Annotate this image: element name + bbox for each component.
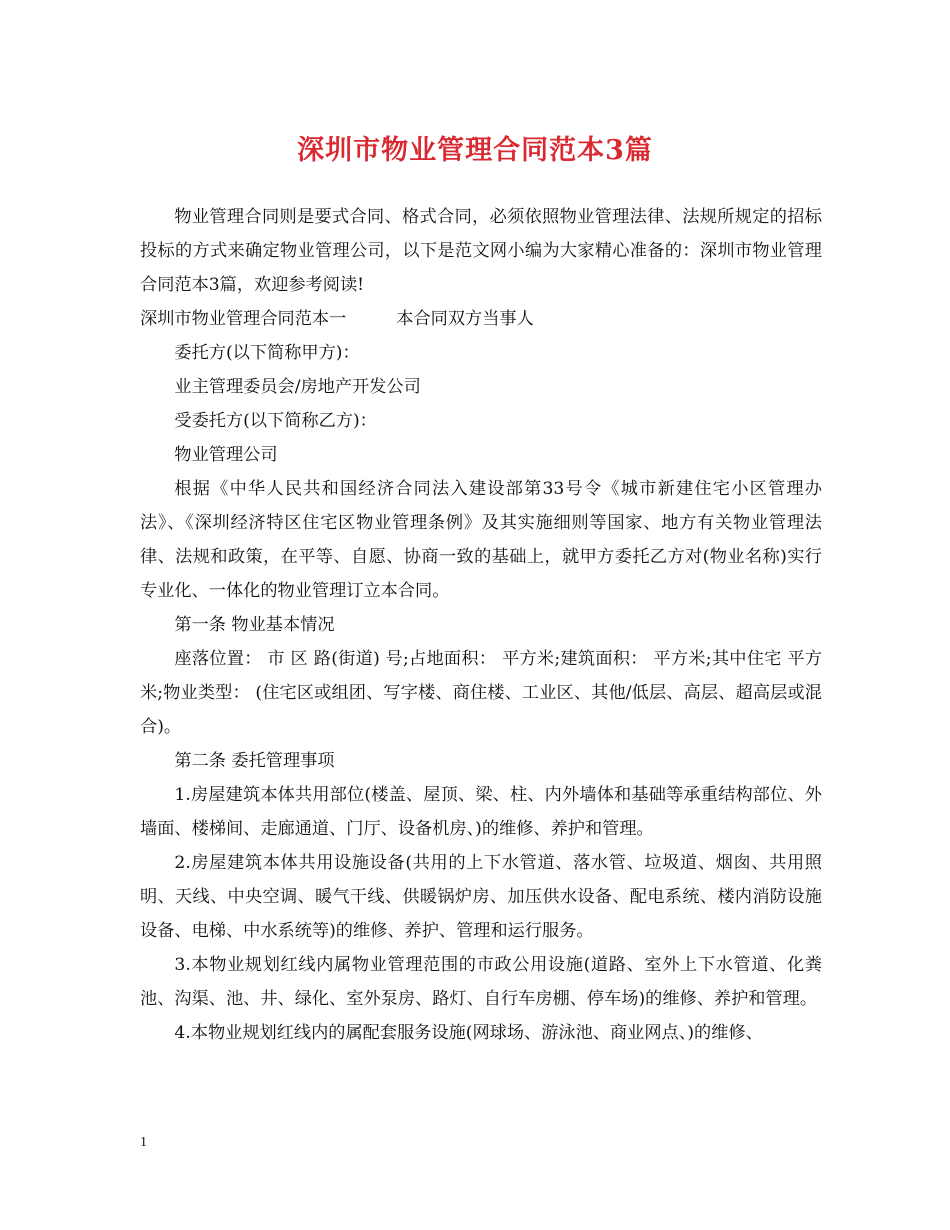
party-a-label: 委托方(以下简称甲方)：	[174, 343, 360, 363]
article-1-heading: 第一条 物业基本情况	[174, 615, 335, 635]
document-body	[140, 200, 822, 1050]
basis-paragraph: 根据《中华人民共和国经济合同法入建设部第33号令《城市新建住宅小区管理办法》、《深圳经济特区住宅区物业管理条例》及其实施细则等国家、地方有关物业管理法律、法规和政策，在平等、自愿、协商一致的基础上，就甲方委托乙方对(物业名称)实行专业化、一体化的物业管理订立本合同。	[140, 479, 822, 601]
item-2: 2.房屋建筑本体共用设施设备(共用的上下水管道、落水管、垃圾道、烟囱、共用照明、天线、中央空调、暖气干线、供暖锅炉房、加压供水设备、配电系统、楼内消防设施设备、电梯、中水系统等)的维修、养护、管理和运行服务。	[140, 853, 822, 941]
item-3: 3.本物业规划红线内属物业管理范围的市政公用设施(道路、室外上下水管道、化粪池、沟渠、池、井、绿化、室外泵房、路灯、自行车房棚、停车场)的维修、养护和管理。	[140, 955, 822, 1009]
party-b-label: 受委托方(以下简称乙方)：	[174, 411, 377, 431]
contract-heading-line	[140, 302, 822, 336]
contract-heading: 深圳市物业管理合同范本一	[140, 309, 347, 329]
location-paragraph: 座落位置： 市 区 路(街道) 号;占地面积： 平方米;建筑面积： 平方米;其中住宅 平方米;物业类型： (住宅区或组团、写字楼、商住楼、工业区、其他/低层、高层、超高层或混合)。	[140, 649, 822, 737]
article-2-heading: 第二条 委托管理事项	[174, 751, 335, 771]
party-b-name: 物业管理公司	[174, 445, 278, 465]
page-number: 1	[140, 1135, 147, 1150]
document-title: 深圳市物业管理合同范本3篇	[297, 135, 653, 166]
item-4: 4.本物业规划红线内的属配套服务设施(网球场、游泳池、商业网点、)的维修、	[174, 1023, 763, 1043]
parties-heading: 本合同双方当事人	[396, 309, 534, 329]
item-1: 1.房屋建筑本体共用部位(楼盖、屋顶、梁、柱、内外墙体和基础等承重结构部位、外墙面、楼梯间、走廊通道、门厅、设备机房、)的维修、养护和管理。	[140, 785, 822, 839]
party-a-name: 业主管理委员会/房地产开发公司	[174, 377, 421, 397]
intro-paragraph: 物业管理合同则是要式合同、格式合同，必须依照物业管理法律、法规所规定的招标投标的方式来确定物业管理公司，以下是范文网小编为大家精心准备的：深圳市物业管理合同范本3篇，欢迎参考阅读!	[140, 207, 822, 295]
